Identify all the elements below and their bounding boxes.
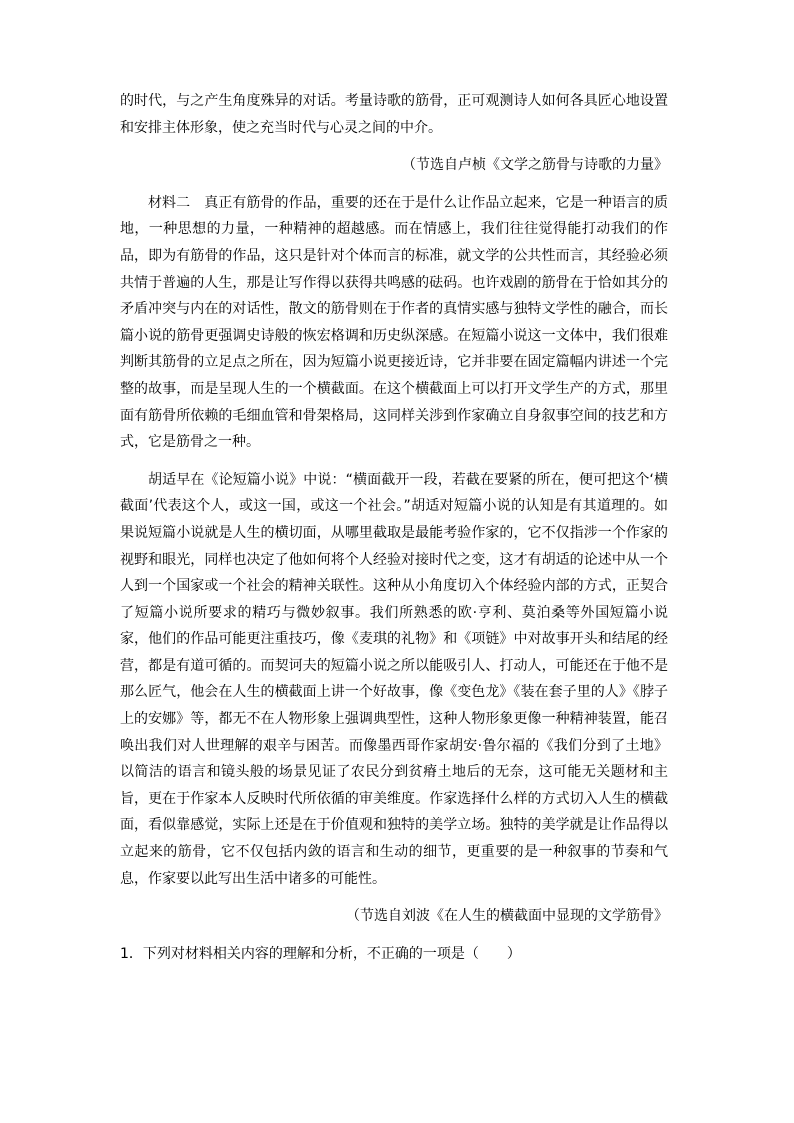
- source-citation-1: （节选自卢桢《文学之筋骨与诗歌的力量》: [402, 157, 668, 174]
- document-page: [120, 88, 668, 981]
- paragraph-hu-shi: 胡适早在《论短篇小说》中说：“横面截开一段，若截在要紧的所在，便可把这个‘横截面’代表这个人，或这一国，或这一个社会。”胡适对短篇小说的认知是有其道理的。如果说短篇小说就是人生的横切面，从哪里截取是最能考验作家的，它不仅指涉一个作家的视野和眼光，同样也决定了他如何将个人经验对接时代之变，这才有胡适的论述中从一个人到一个国家或一个社会的精神关联性。这种从小角度切入个体经验内部的方式，正契合了短篇小说所要求的精巧与微妙叙事。我们所熟悉的欧·亨利、莫泊桑等外国短篇小说家，他们的作品可能更注重技巧，像《麦琪的礼物》和《项链》中对故事开头和结尾的经营，都是有道可循的。而契诃夫的短篇小说之所以能吸引人、打动人，可能还在于他不是那么匠气，他会在人生的横截面上讲一个好故事，像《变色龙》《装在套子里的人》《脖子上的安娜》等，都无不在人物形象上强调典型性，这种人物形象更像一种精神装置，能召唤出我们对人世理解的艰辛与困苦。而像墨西哥作家胡安·鲁尔福的《我们分到了土地》以简洁的语言和镜头般的场景见证了农民分到贫瘠土地后的无奈，这可能无关题材和主旨，更在于作家本人反映时代所依循的审美维度。作家选择什么样的方式切入人生的横截面，看似靠感觉，实际上还是在于价值观和独特的美学立场。独特的美学就是让作品得以立起来的筋骨，它不仅包括内敛的语言和生动的细节，更重要的是一种叙事的节奏和气息，作家要以此写出生活中诸多的可能性。: [120, 471, 668, 887]
- paragraph-continuation: 的时代，与之产生角度殊异的对话。考量诗歌的筋骨，正可观测诗人如何各具匠心地设置和安排主体形象，使之充当时代与心灵之间的中介。: [120, 93, 668, 136]
- source-citation-2: （节选自刘波《在人生的横截面中显现的文学筋骨》: [346, 908, 668, 925]
- paragraph-material-two: 材料二 真正有筋骨的作品，重要的还在于是什么让作品立起来，它是一种语言的质地，一种思想的力量，一种精神的超越感。而在情感上，我们往往觉得能打动我们的作品，即为有筋骨的作品，这只是针对个体而言的标准，就文学的公共性而言，其经验必须共情于普遍的人生，那是让写作得以获得共鸣感的砝码。也许戏剧的筋骨在于恰如其分的矛盾冲突与内在的对话性，散文的筋骨则在于作者的真情实感与独特文学性的融合，而长篇小说的筋骨更强调史诗般的恢宏格调和历史纵深感。在短篇小说这一文体中，我们很难判断其筋骨的立足点之所在，因为短篇小说更接近诗，它并非要在固定篇幅内讲述一个完整的故事，而是呈现人生的一个横截面。在这个横截面上可以打开文学生产的方式，那里面有筋骨所依赖的毛细血管和骨架格局，这同样关涉到作家确立自身叙事空间的技艺和方式，它是筋骨之一种。: [120, 194, 668, 451]
- question-1: 1．下列对材料相关内容的理解和分析，不正确的一项是（ ）: [120, 945, 521, 962]
